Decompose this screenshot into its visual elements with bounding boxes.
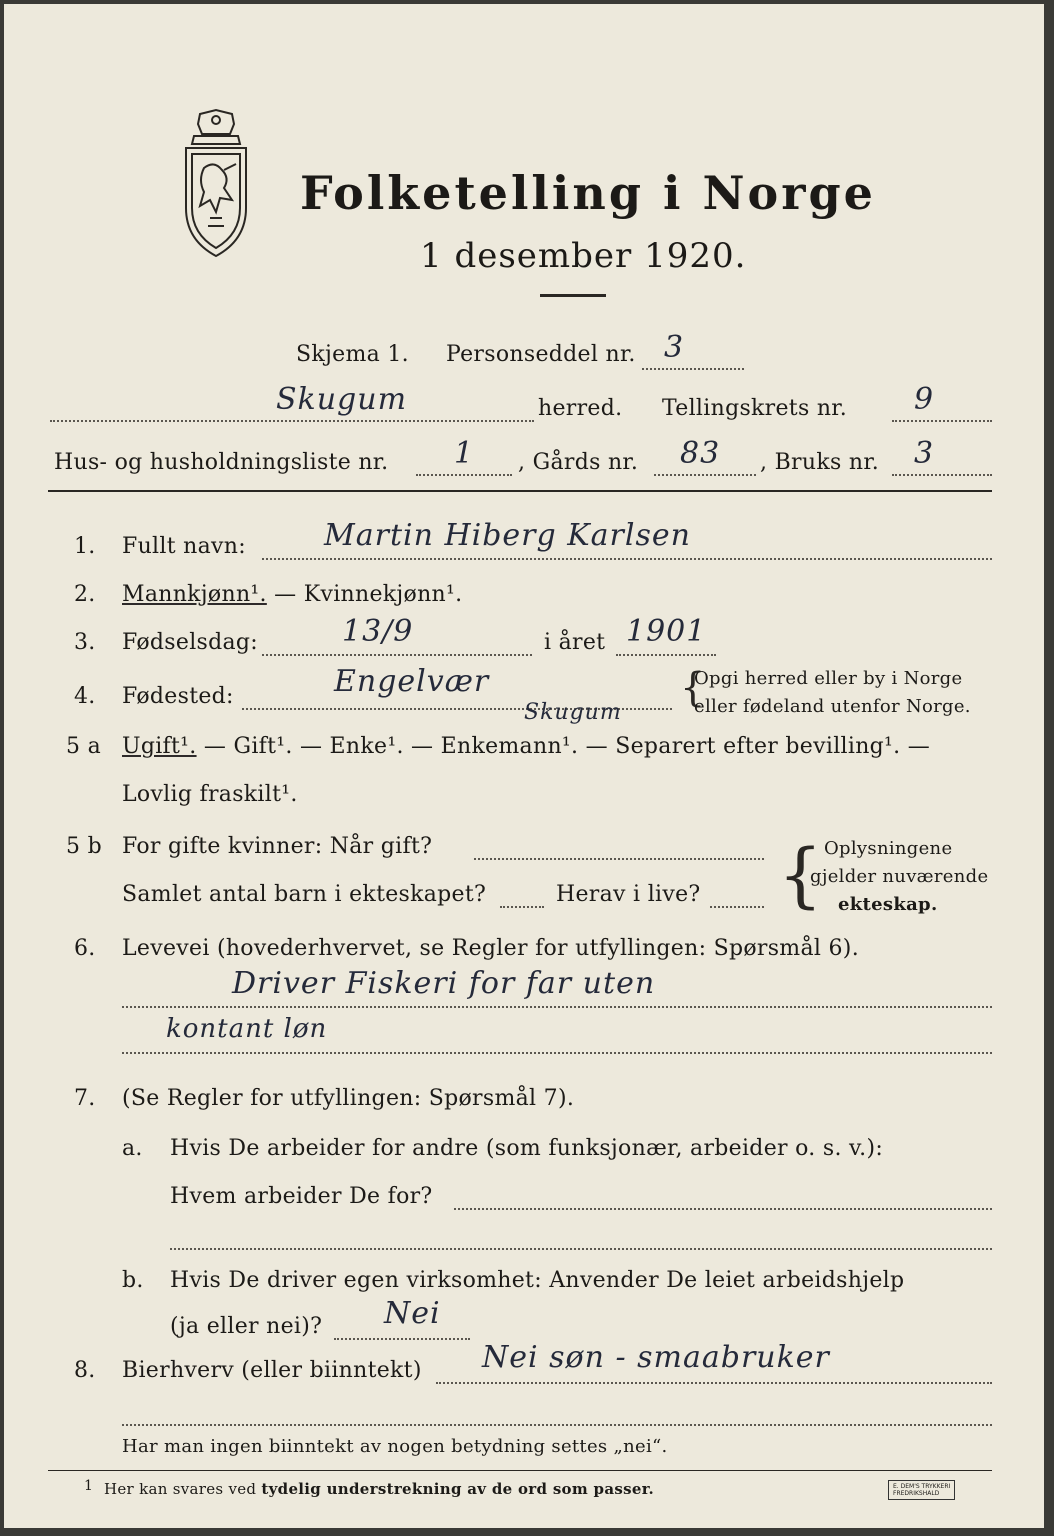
census-form: Folketelling i Norge 1 desember 1920. Skjema 1. Personseddel nr. 3 Skugum herred. Tellingskrets nr. 9 Hus- og husholdningsliste nr. 1 , Gårds nr. 83 , Bruks nr. 3 1. Fullt navn: Martin Hiberg Karlsen 2. Mannkjønn¹. — Kvinnekjønn¹. 3. Fødselsdag: 13/9 i året 1901 4. Fødested: Engelvær Skugum { Opgi herred eller by i Norge eller fødeland utenfor Norge. 5 a Ugift¹. — Gift¹. — Enke¹. — Enkemann¹. — Separert efter bevilling¹. — Lovlig fraskilt¹. 5 b For gifte kvinner: Når gift? Samlet antal barn i ekteskapet? Herav i live? { Oplysningene gjelder nuværende ekteskap. 6. Levevei (hovederhvervet, se Regler for utfyllingen: Spørsmål 6). Driver Fiskeri for far uten kontant løn 7. (Se Regler for utfyllingen: Spørsmål 7). a. Hvis De arbeider for andre (som funksjonær, arbeider o. s. v.): Hvem arbeider De for? b. Hvis De driver egen virksomhet: Anvender De leiet arbeidshjelp (ja eller nei)? Nei 8. Bierhverv (eller biinntekt) Nei søn - smaabruker Har man ingen biinntekt av nogen betydning settes „nei“. 1 Her kan svares ved tydelig understrekning av de ord som passer. E. DEM'S TRYKKERI FREDRIKSHALD: [4, 4, 1044, 1528]
children-alive-label: Herav i live?: [556, 882, 701, 907]
q7-number: 7.: [74, 1086, 96, 1111]
marital-status-options: Ugift¹. — Gift¹. — Enke¹. — Enkemann¹. — Separert efter bevilling¹. —: [122, 734, 931, 759]
birthday-value: 13/9: [342, 614, 414, 649]
footer-rule: [48, 1470, 992, 1471]
q5b-number: 5 b: [66, 834, 102, 859]
tellingskrets-value: 9: [914, 382, 935, 417]
tellingskrets-label: Tellingskrets nr.: [662, 396, 847, 421]
bruks-label: , Bruks nr.: [760, 450, 880, 475]
personseddel-label: Personseddel nr.: [446, 342, 636, 367]
q7a-letter: a.: [122, 1136, 143, 1161]
title-divider: [540, 294, 606, 297]
occupation-value-line1: Driver Fiskeri for far uten: [232, 966, 656, 1001]
married-when-label: For gifte kvinner: Når gift?: [122, 834, 433, 859]
q5a-number: 5 a: [66, 734, 102, 759]
footer-note: Har man ingen biinntekt av nogen betydning settes „nei“.: [122, 1436, 668, 1457]
bruks-value: 3: [914, 436, 935, 471]
herred-label: herred.: [538, 396, 623, 421]
form-title: Folketelling i Norge: [300, 166, 876, 220]
q8-label: Bierhverv (eller biinntekt): [122, 1358, 422, 1383]
q2-number: 2.: [74, 582, 96, 607]
birthplace-note-1: Opgi herred eller by i Norge: [694, 668, 963, 689]
gards-value: 83: [680, 436, 721, 471]
q4-label: Fødested:: [122, 684, 234, 709]
q7a-text2: Hvem arbeider De for?: [170, 1184, 433, 1209]
hired-help-value: Nei: [384, 1296, 441, 1331]
birth-year-value: 1901: [626, 614, 707, 649]
q7b-letter: b.: [122, 1268, 144, 1293]
q6-label: Levevei (hovederhvervet, se Regler for utfyllingen: Spørsmål 6).: [122, 936, 859, 961]
husliste-value: 1: [454, 436, 475, 471]
q4-number: 4.: [74, 684, 96, 709]
children-label: Samlet antal barn i ekteskapet?: [122, 882, 487, 907]
year-label: i året: [544, 630, 606, 655]
q1-label: Fullt navn:: [122, 534, 246, 559]
q3-number: 3.: [74, 630, 96, 655]
footnote-number: 1: [84, 1478, 93, 1494]
full-name-value: Martin Hiberg Karlsen: [324, 518, 691, 553]
occupation-value-line2: kontant løn: [166, 1014, 328, 1044]
q7b-text2: (ja eller nei)?: [170, 1314, 323, 1339]
birthplace-municipality-value: Skugum: [524, 700, 622, 725]
side-income-value: Nei søn - smaabruker: [482, 1340, 830, 1375]
q6-number: 6.: [74, 936, 96, 961]
form-date: 1 desember 1920.: [420, 236, 747, 276]
marriage-note-1: Oplysningene: [824, 838, 953, 859]
male-option: Mannkjønn¹.: [122, 582, 267, 607]
q7-label: (Se Regler for utfyllingen: Spørsmål 7).: [122, 1086, 575, 1111]
q3-label: Fødselsdag:: [122, 630, 259, 655]
q7b-text: Hvis De driver egen virksomhet: Anvender De leiet arbeidshjelp: [170, 1268, 905, 1293]
q8-number: 8.: [74, 1358, 96, 1383]
personseddel-value: 3: [664, 330, 685, 365]
female-option: Kvinnekjønn¹.: [303, 582, 463, 607]
unmarried-option: Ugift¹.: [122, 734, 197, 759]
q2-options: Mannkjønn¹. — Kvinnekjønn¹.: [122, 582, 463, 607]
marital-status-line2: Lovlig fraskilt¹.: [122, 782, 298, 807]
printer-stamp: E. DEM'S TRYKKERI FREDRIKSHALD: [888, 1480, 955, 1500]
birthplace-value: Engelvær: [334, 664, 490, 699]
header-rule: [48, 490, 992, 492]
footnote-text: Her kan svares ved tydelig understrekning av de ord som passer.: [104, 1480, 655, 1498]
skjema-label: Skjema 1.: [296, 342, 409, 367]
gards-label: , Gårds nr.: [518, 450, 639, 475]
q1-number: 1.: [74, 534, 96, 559]
q7a-text: Hvis De arbeider for andre (som funksjonær, arbeider o. s. v.):: [170, 1136, 884, 1161]
marriage-note-3: ekteskap.: [838, 894, 938, 915]
herred-value: Skugum: [276, 382, 408, 417]
marriage-note-2: gjelder nuværende: [810, 866, 989, 887]
birthplace-note-2: eller fødeland utenfor Norge.: [694, 696, 971, 717]
husliste-label: Hus- og husholdningsliste nr.: [54, 450, 389, 475]
coat-of-arms-icon: [170, 108, 262, 260]
